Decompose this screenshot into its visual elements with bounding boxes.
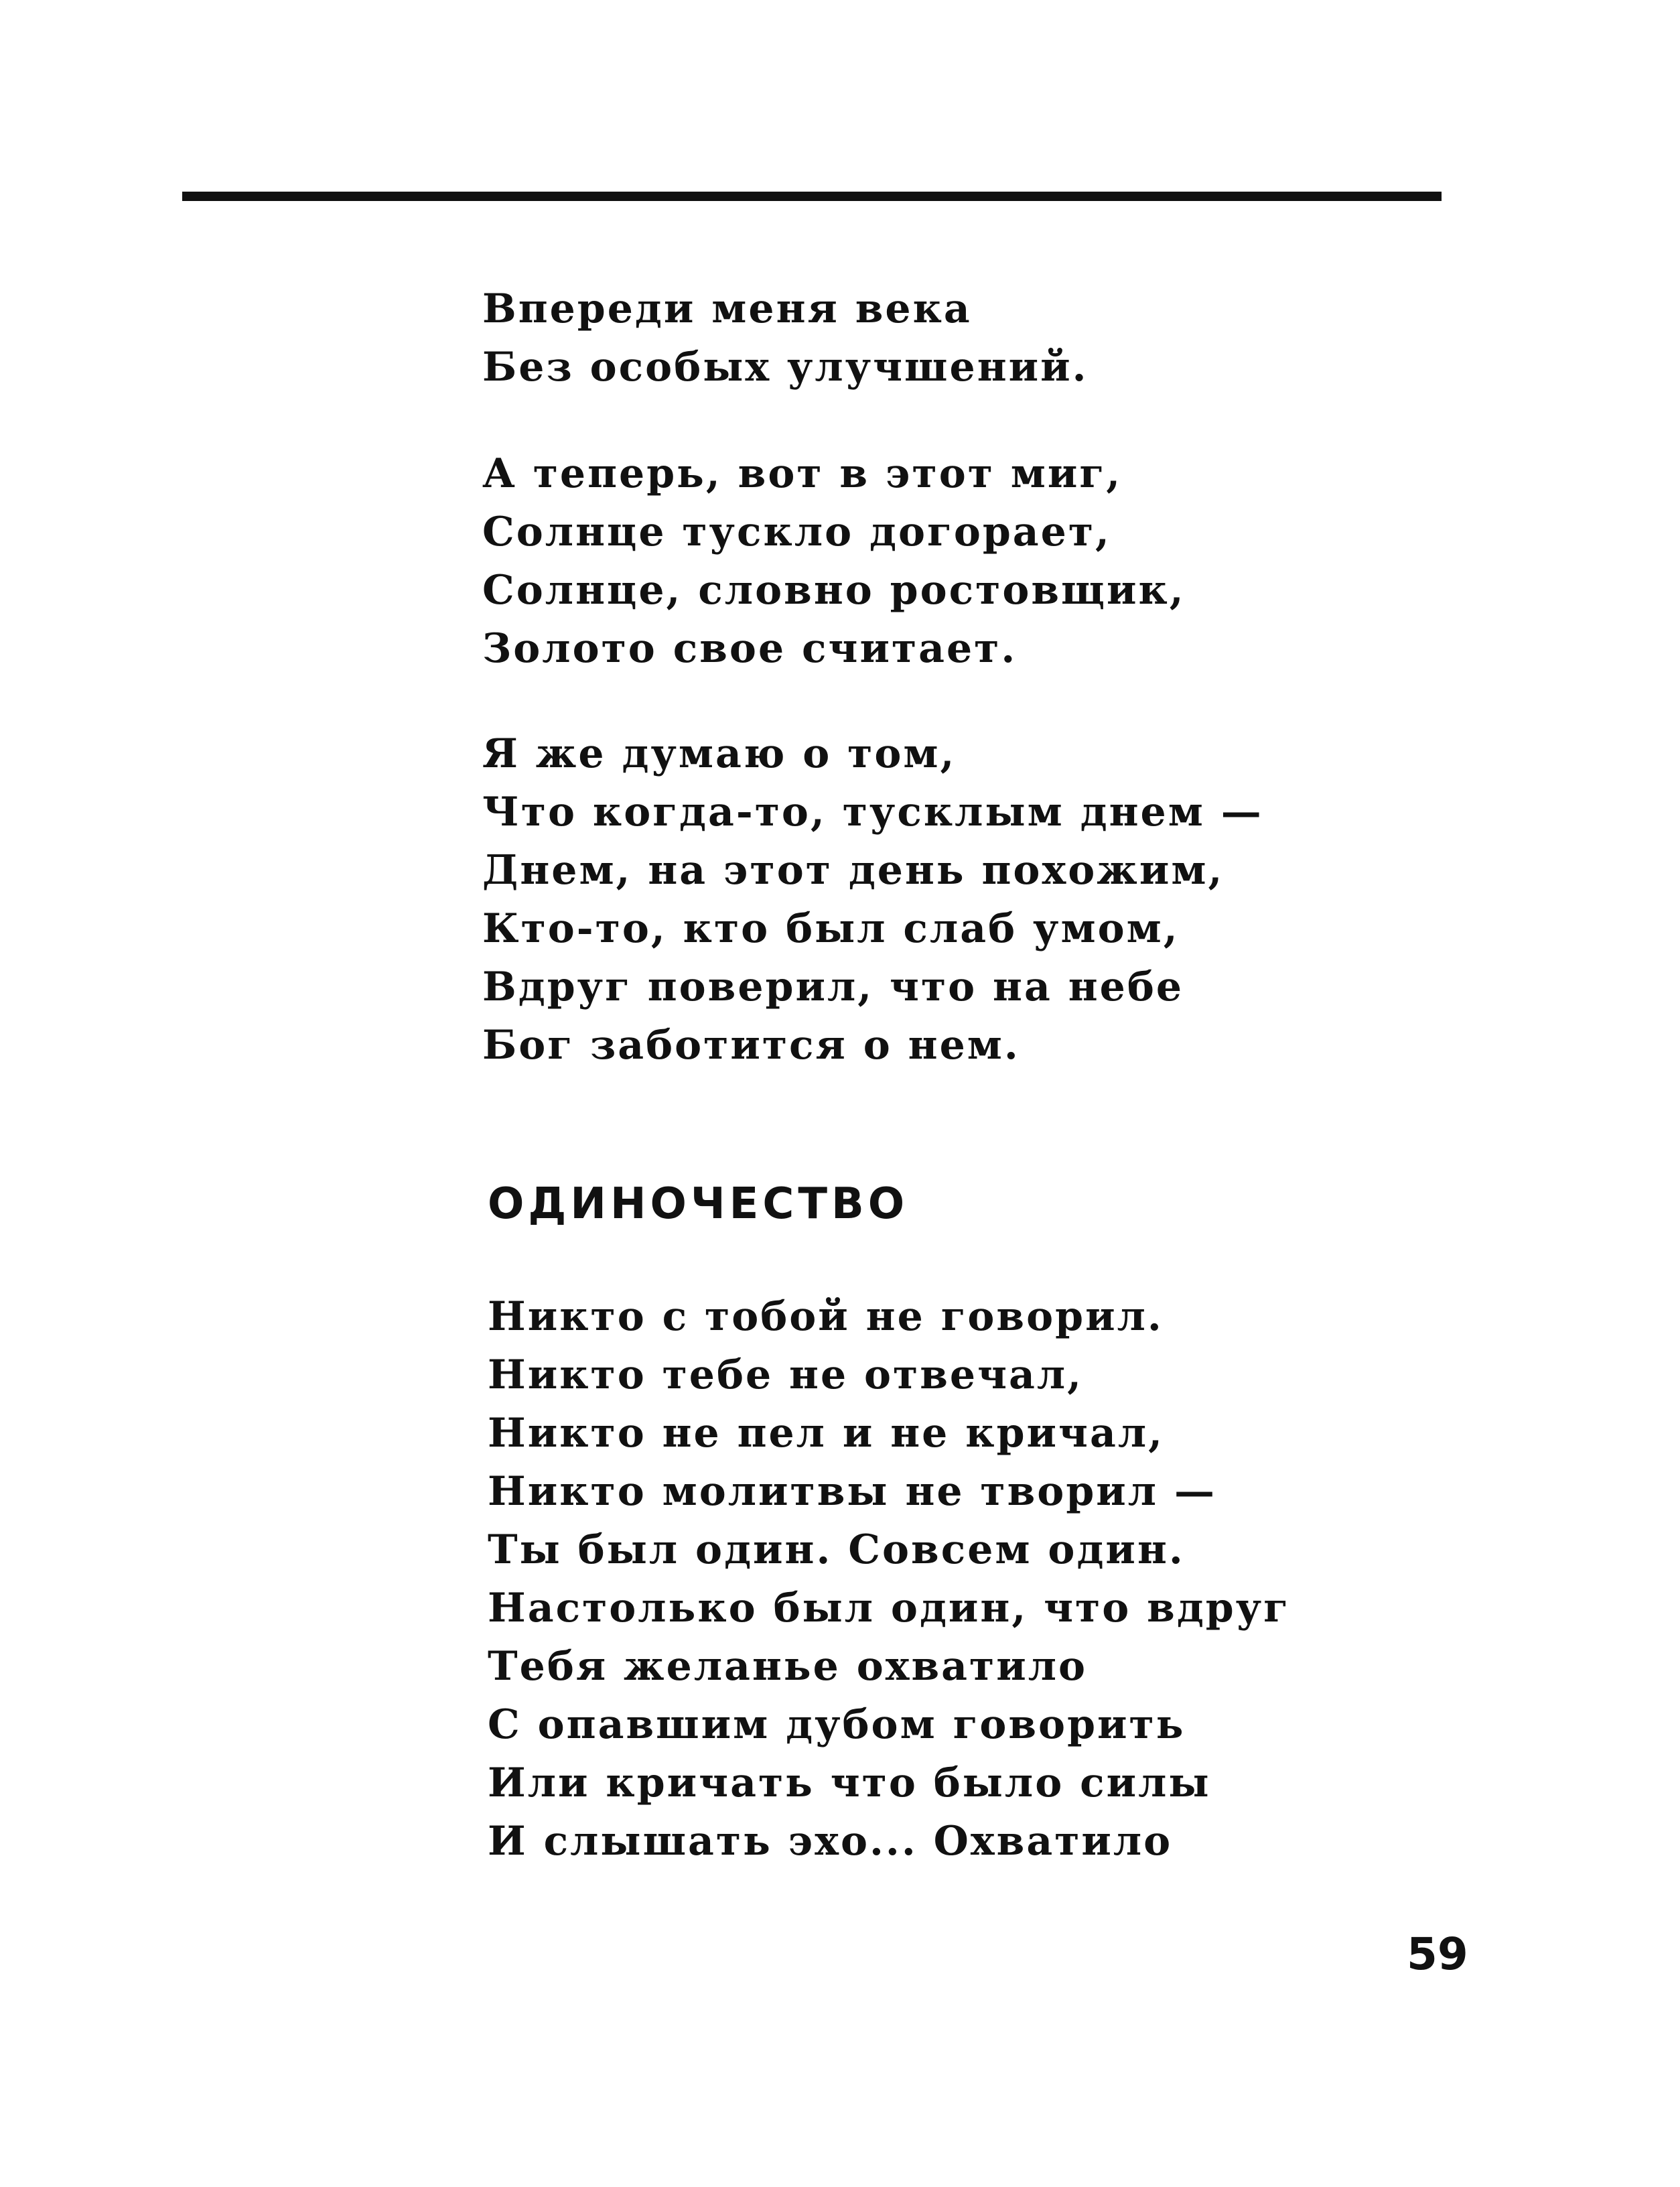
verse-line: Никто не пел и не кричал, <box>488 1410 1165 1457</box>
verse-line: Днем, на этот день похожим, <box>482 847 1224 894</box>
verse-line: А теперь, вот в этот миг, <box>482 450 1123 497</box>
verse-line: Солнце, словно ростовщик, <box>482 567 1186 614</box>
verse-line: Настолько был один, что вдруг <box>488 1585 1290 1632</box>
verse-line: Солнце тускло догорает, <box>482 509 1111 555</box>
header-rule <box>182 192 1442 201</box>
verse-line: Вдруг поверил, что на небе <box>482 964 1184 1010</box>
stanza-2 <box>482 445 1186 678</box>
verse-line: Я же думаю о том, <box>482 730 957 777</box>
verse-line: Что когда-то, тусклым днем — <box>482 789 1263 836</box>
page-number: 59 <box>1407 1928 1468 1980</box>
verse-line: Никто тебе не отвечал, <box>488 1351 1084 1398</box>
verse-line: Бог заботится о нем. <box>482 1022 1020 1069</box>
poem-title: ОДИНОЧЕСТВО <box>488 1179 909 1229</box>
verse-line: И слышать эхо... Охватило <box>488 1818 1173 1865</box>
verse-line: Ты был один. Совсем один. <box>488 1526 1185 1573</box>
verse-line: Никто молитвы не творил — <box>488 1468 1216 1515</box>
verse-line: Без особых улучшений. <box>482 344 1089 391</box>
verse-line: Золото свое считает. <box>482 625 1018 672</box>
stanza-3 <box>482 725 1263 1075</box>
verse-line: С опавшим дубом говорить <box>488 1701 1186 1748</box>
verse-line: Кто-то, кто был слаб умом, <box>482 905 1180 952</box>
verse-line: Или кричать что было силы <box>488 1760 1211 1806</box>
verse-line: Тебя желанье охватило <box>488 1643 1088 1690</box>
verse-line: Никто с тобой не говорил. <box>488 1293 1164 1340</box>
stanza-1 <box>482 280 1089 397</box>
stanza-4 <box>488 1288 1290 1871</box>
verse-line: Впереди меня века <box>482 285 972 332</box>
